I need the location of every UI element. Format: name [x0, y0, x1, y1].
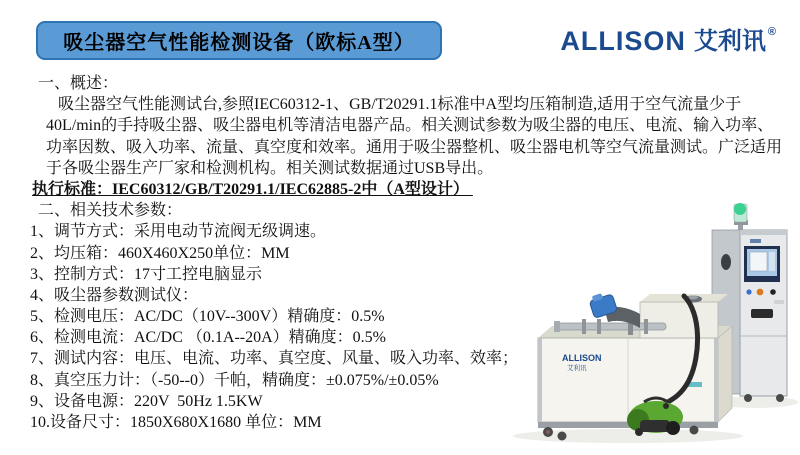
doc-line: 吸尘器空气性能测试台,参照IEC60312-1、GB/T20291.1标准中A型均压箱制造,适用于空气流量少于 [58, 96, 742, 114]
duct-box [640, 294, 728, 338]
doc-line: 二、相关技术参数： [38, 202, 183, 220]
page-title: 吸尘器空气性能检测设备（欧标A型） [36, 21, 442, 60]
cabinet-slot [751, 309, 773, 318]
doc-line: 10.设备尺寸：1850X680X1680 单位：MM [30, 414, 322, 431]
doc-line: 9、设备电源：220V 50Hz 1.5KW [30, 392, 263, 410]
doc-line: 3、控制方式：17寸工控电脑显示 [30, 265, 263, 283]
doc-line: 一、概述： [38, 75, 119, 92]
equipment-photo [488, 196, 800, 450]
brand-logo-en: ALLISON [560, 26, 686, 56]
button-orange [757, 289, 764, 296]
doc-line: 6、检测电流：AC/DC （0.1A--20A）精确度：0.5% [30, 329, 386, 347]
doc-line: 40L/min的手持吸尘器、吸尘器电机等清洁电器产品。相关测试参数为吸尘器的电压、电流、输入功率、 [46, 117, 774, 135]
doc-line: 1、调节方式：采用电动节流阀无级调速。 [30, 223, 327, 241]
doc-line: 7、测试内容：电压、电流、功率、真空度、风量、吸入功率、效率； [30, 350, 519, 368]
doc-line: 4、吸尘器参数测试仪： [30, 286, 199, 304]
doc-line: 2、均压箱：460X460X250单位：MM [30, 244, 290, 262]
doc-line: 8、真空压力计：（-50--0）千帕，精确度：±0.075%/±0.05% [30, 371, 439, 389]
doc-line: 于各吸尘器生产厂家和检测机构。相关测试数据通过USB导出。 [46, 159, 494, 177]
doc-line: 5、检测电压：AC/DC（10V--300V）精确度：0.5% [30, 308, 385, 326]
doc-line: 功率因数、吸入功率、流量、真空度和效率。通用于吸尘器整机、吸尘器电机等空气流量测试。广泛适用 [46, 138, 783, 156]
registered-mark-icon: ® [767, 26, 776, 38]
button-black [770, 289, 776, 295]
brand-logo-cn: 艾利讯 [693, 28, 766, 55]
button-blue [746, 289, 751, 294]
machine-logo-en: ALLISON [562, 353, 602, 363]
machine-logo-cn: 艾利讯 [567, 365, 587, 372]
brand-logo [560, 27, 776, 57]
signal-light-icon [734, 203, 748, 232]
doc-line-standard: 执行标准：IEC60312/GB/T20291.1/IEC62885-2中（A型设计） [32, 180, 473, 198]
